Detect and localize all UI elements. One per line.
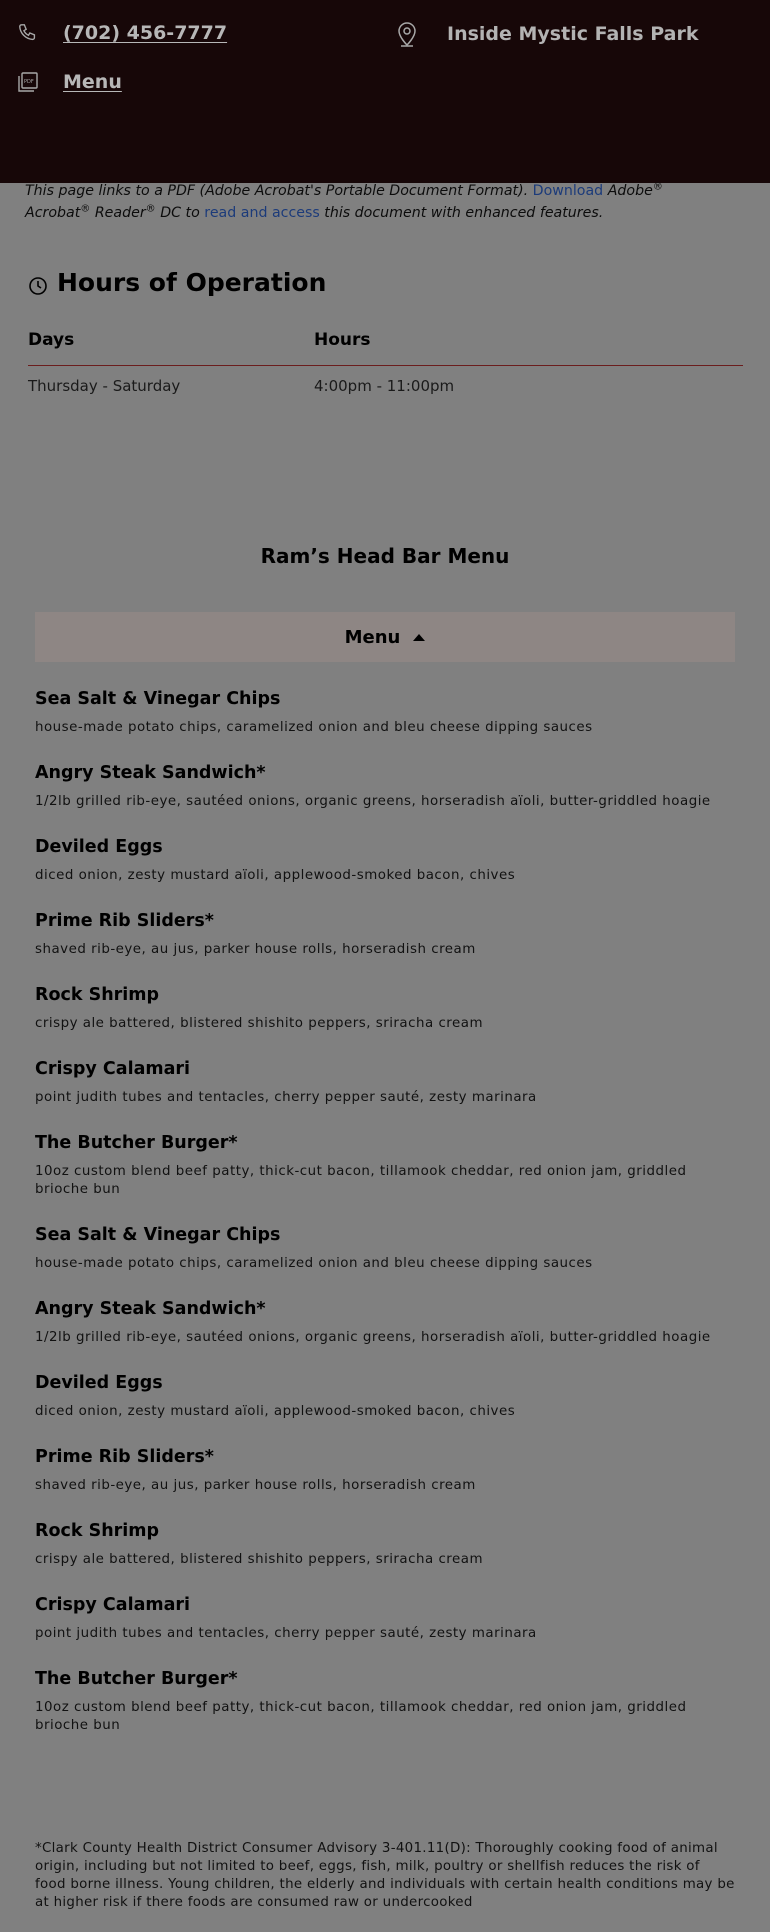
hours-col-days: Days [28, 330, 75, 350]
menu-item-name: Crispy Calamari [35, 1059, 191, 1079]
menu-item [35, 1222, 735, 1273]
menu-item-desc: point judith tubes and tentacles, cherry pepper sauté, zesty marinara [35, 1090, 537, 1105]
hours-row-days: Thursday - Saturday [28, 377, 181, 395]
hours-row-hours: 4:00pm - 11:00pm [314, 377, 455, 395]
adobe-text: Adobe [607, 183, 653, 199]
menu-item-name: Sea Salt & Vinegar Chips [35, 1225, 281, 1245]
phone-icon [17, 22, 39, 44]
phone-link[interactable]: (702) 456-7777 [63, 22, 228, 44]
menu-item [35, 1592, 735, 1643]
read-access-link[interactable]: read and access [204, 205, 320, 221]
hours-heading [28, 268, 326, 297]
menu-item [35, 1444, 735, 1495]
menu-items-list [35, 686, 735, 1758]
registered-mark: ® [145, 203, 156, 215]
menu-item-name: Crispy Calamari [35, 1595, 191, 1615]
hours-title: Hours of Operation [57, 268, 327, 297]
acrobat-text: Acrobat [25, 205, 81, 221]
menu-item-name: Prime Rib Sliders* [35, 911, 214, 931]
menu-item-desc: house-made potato chips, caramelized onion and bleu cheese dipping sauces [35, 1256, 593, 1271]
menu-item-name: Rock Shrimp [35, 1521, 160, 1541]
health-disclaimer: *Clark County Health District Consumer Advisory 3-401.11(D): Thoroughly cooking food of animal origin, including but not limited to beef, eggs, fish, milk, poultry or shellfish reduces the risk of food borne illness. Young children, the elderly and individuals with certain health conditions may be at higher risk if there foods are consumed raw or undercooked [35, 1841, 735, 1910]
pdf-icon [17, 71, 39, 93]
menu-row [17, 71, 122, 93]
menu-item-desc: diced onion, zesty mustard aïoli, applewood-smoked bacon, chives [35, 868, 516, 883]
menu-item [35, 686, 735, 737]
pdf-notice-tail: this document with enhanced features. [324, 205, 604, 221]
menu-item-desc: house-made potato chips, caramelized onion and bleu cheese dipping sauces [35, 720, 593, 735]
menu-item-name: Angry Steak Sandwich* [35, 1299, 266, 1319]
menu-item-desc: 10oz custom blend beef patty, thick-cut bacon, tillamook cheddar, red onion jam, griddled brioche bun [35, 1700, 687, 1733]
site-header [0, 0, 770, 183]
menu-item [35, 1370, 735, 1421]
menu-item-desc: shaved rib-eye, au jus, parker house rolls, horseradish cream [35, 942, 476, 957]
menu-link[interactable]: Menu [63, 71, 122, 93]
hours-col-hours: Hours [314, 330, 371, 350]
location-row [396, 21, 698, 47]
menu-item-desc: point judith tubes and tentacles, cherry pepper sauté, zesty marinara [35, 1626, 537, 1641]
menu-item [35, 1296, 735, 1347]
menu-item [35, 760, 735, 811]
menu-item [35, 982, 735, 1033]
menu-title: Ram’s Head Bar Menu [260, 544, 510, 568]
menu-item [35, 1666, 735, 1735]
download-link[interactable]: Download [532, 183, 604, 199]
location-text: Inside Mystic Falls Park [447, 23, 699, 45]
menu-item-desc: 1/2lb grilled rib-eye, sautéed onions, organic greens, horseradish aïoli, butter-griddled hoagie [35, 1330, 711, 1345]
menu-item-name: Angry Steak Sandwich* [35, 763, 266, 783]
hours-divider [28, 365, 743, 366]
phone-row [17, 22, 227, 44]
pdf-notice [25, 180, 715, 224]
menu-toggle-label: Menu [344, 626, 401, 648]
menu-item-name: Sea Salt & Vinegar Chips [35, 689, 281, 709]
registered-mark: ® [652, 181, 663, 193]
map-pin-icon [396, 21, 418, 47]
menu-item-name: Rock Shrimp [35, 985, 160, 1005]
menu-item [35, 1056, 735, 1107]
menu-item [35, 834, 735, 885]
menu-item-name: Deviled Eggs [35, 837, 163, 857]
menu-item-desc: 1/2lb grilled rib-eye, sautéed onions, organic greens, horseradish aïoli, butter-griddled hoagie [35, 794, 711, 809]
menu-item-desc: shaved rib-eye, au jus, parker house rolls, horseradish cream [35, 1478, 476, 1493]
caret-up-icon [413, 634, 425, 641]
menu-item-desc: crispy ale battered, blistered shishito peppers, sriracha cream [35, 1016, 484, 1031]
menu-item-name: Prime Rib Sliders* [35, 1447, 214, 1467]
menu-item-name: The Butcher Burger* [35, 1133, 238, 1153]
menu-item-name: The Butcher Burger* [35, 1669, 238, 1689]
svg-text:PDF: PDF [24, 79, 34, 85]
menu-item-desc: diced onion, zesty mustard aïoli, applewood-smoked bacon, chives [35, 1404, 516, 1419]
menu-item [35, 1130, 735, 1199]
menu-item-desc: 10oz custom blend beef patty, thick-cut bacon, tillamook cheddar, red onion jam, griddled brioche bun [35, 1164, 687, 1197]
reader-text: Reader [94, 205, 146, 221]
pdf-notice-text: This page links to a PDF (Adobe Acrobat's Portable Document Format). [25, 183, 529, 199]
menu-item [35, 908, 735, 959]
menu-item-desc: crispy ale battered, blistered shishito peppers, sriracha cream [35, 1552, 484, 1567]
menu-item [35, 1518, 735, 1569]
dc-to-text: DC to [160, 205, 200, 221]
menu-accordion-toggle[interactable] [35, 612, 735, 662]
registered-mark: ® [80, 203, 91, 215]
clock-icon [28, 273, 48, 293]
menu-item-name: Deviled Eggs [35, 1373, 163, 1393]
